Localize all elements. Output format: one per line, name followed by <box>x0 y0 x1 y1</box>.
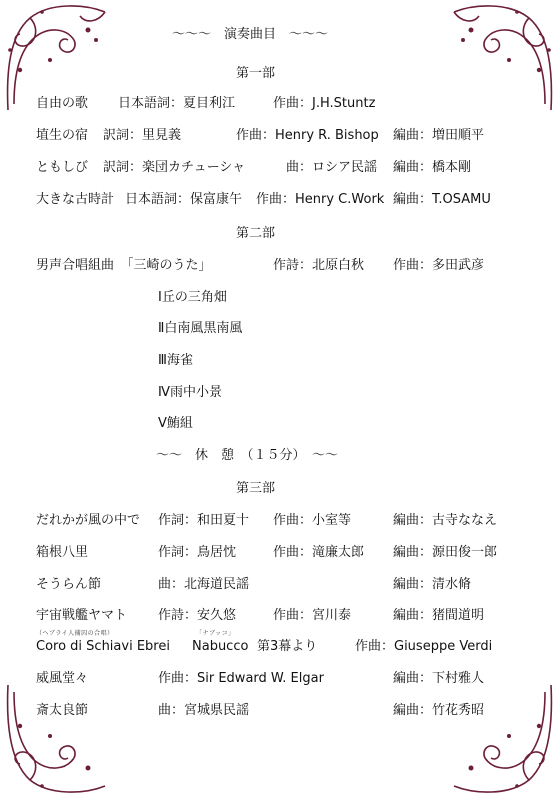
program-title: ～～～ 演奏曲目 ～～～ <box>172 27 329 42</box>
song-credit: 作詞：和田夏十 <box>158 513 250 528</box>
song-title: 箱根八里 <box>36 545 89 560</box>
song-credit: 作詩：安久悠 <box>158 608 237 623</box>
suite-movement: Ⅳ雨中小景 <box>158 385 222 400</box>
song-credit: 作詞：鳥居忱 <box>158 545 237 560</box>
song-title: 大きな古時計 <box>36 192 115 207</box>
song-credit: 作詩：北原白秋 <box>273 258 365 273</box>
song-credit: 曲：ロシア民謡 <box>286 160 378 175</box>
song-credit: 編曲：T.OSAMU <box>393 192 491 207</box>
song-title: 威風堂々 <box>36 671 89 686</box>
suite-movement: Ⅰ丘の三角畑 <box>158 290 227 305</box>
suite-title: 男声合唱組曲 「三崎のうた」 <box>36 258 212 273</box>
opera-act: 第3幕より <box>257 639 318 654</box>
song-credit: 編曲：清水脩 <box>393 577 472 592</box>
song-credit: 訳詞：楽団カチューシャ <box>103 160 246 175</box>
song-credit: 作曲：J.H.Stuntz <box>273 96 376 111</box>
suite-movement: Ⅲ海雀 <box>158 353 193 368</box>
song-title: ともしび <box>36 160 89 175</box>
song-credit: 編曲：猪間道明 <box>393 608 485 623</box>
song-credit: 編曲：源田俊一郎 <box>393 545 498 560</box>
song-title: だれかが風の中で <box>36 513 141 528</box>
song-credit: 作曲：Giuseppe Verdi <box>355 639 493 654</box>
part2-heading: 第二部 <box>236 226 276 241</box>
song-title: Coro di Schiavi Ebrei <box>36 639 170 654</box>
song-title: 斎太良節 <box>36 703 89 718</box>
song-credit: 作曲：多田武彦 <box>393 258 485 273</box>
song-credit: 作曲：Sir Edward W. Elgar <box>158 671 324 686</box>
song-credit: 作曲：小室等 <box>273 513 352 528</box>
part1-heading: 第一部 <box>236 66 276 81</box>
song-credit: 編曲：下村雅人 <box>393 671 485 686</box>
part3-heading: 第三部 <box>236 481 276 496</box>
song-title: そうらん節 <box>36 577 102 592</box>
song-credit: 曲：北海道民謡 <box>158 577 250 592</box>
song-title-ruby: （ヘブライ人捕囚の合唱） <box>36 630 114 637</box>
opera-title: Nabucco <box>192 639 249 654</box>
opera-title-ruby: 「ナブッコ」 <box>196 630 235 637</box>
song-credit: 編曲：橋本剛 <box>393 160 472 175</box>
song-credit: 作曲：滝廉太郎 <box>273 545 365 560</box>
corner-flourish-top-right-icon <box>447 0 559 115</box>
song-credit: 編曲：古寺ななえ <box>393 513 498 528</box>
song-credit: 作曲：Henry C.Work <box>256 192 385 207</box>
suite-movement: Ⅴ鮪組 <box>158 416 193 431</box>
song-credit: 訳詞：里見義 <box>103 128 182 143</box>
song-title: 宇宙戦艦ヤマト <box>36 608 128 623</box>
suite-movement: Ⅱ白南風黒南風 <box>158 321 243 336</box>
song-title: 埴生の宿 <box>36 128 89 143</box>
song-credit: 作曲：宮川泰 <box>273 608 352 623</box>
corner-flourish-bottom-right-icon <box>447 680 559 800</box>
song-title: 自由の歌 <box>36 96 89 111</box>
song-credit: 作曲：Henry R. Bishop <box>236 128 379 143</box>
song-credit: 編曲：増田順平 <box>393 128 485 143</box>
intermission-text: ～～ 休 憩 （１５分） ～～ <box>156 448 339 463</box>
song-credit: 編曲：竹花秀昭 <box>393 703 485 718</box>
song-credit: 日本語詞：保富康午 <box>125 192 243 207</box>
song-credit: 曲：宮城県民謡 <box>158 703 250 718</box>
song-credit: 日本語詞：夏目利江 <box>118 96 236 111</box>
corner-flourish-bottom-left-icon <box>0 680 112 800</box>
